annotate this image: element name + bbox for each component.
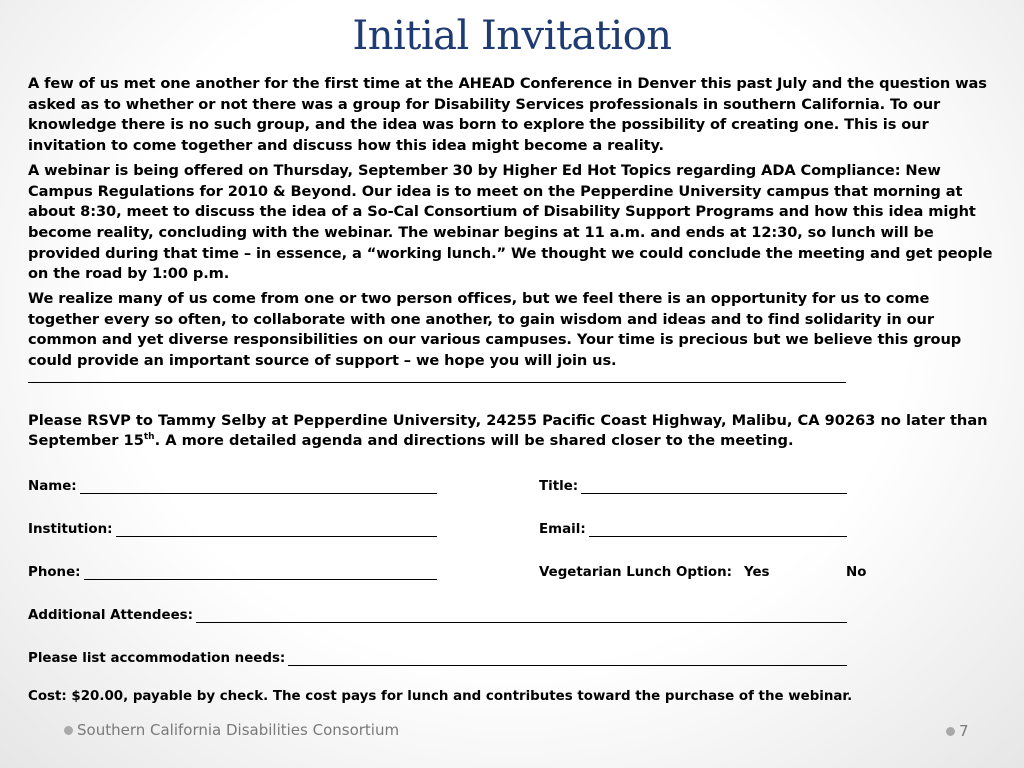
- form-row-phone-vegetarian: [28, 560, 996, 603]
- support-paragraph: We realize many of us come from one or two person offices, but we feel there is an opportunity for us to come together every so often, to collaborate with one another, to gain wisdom and ideas and to find solidarity in our common and yet diverse responsibilities on our various campuses. Your time is precious but we believe this group could provide an important source of support – we hope you will join us.: [28, 290, 962, 370]
- email-blank-line[interactable]: [589, 522, 847, 537]
- additional-attendees-blank-line[interactable]: [196, 608, 847, 623]
- title-field[interactable]: [539, 474, 847, 494]
- invitation-body: [28, 74, 996, 704]
- intro-paragraph: A few of us met one another for the first time at the AHEAD Conference in Denver this past July and the question was asked as to whether or not there was a group for Disability Services professionals in southern California. To our knowledge there is no such group, and the idea was born to explore the possibility of creating one. This is our invitation to come together and discuss how this idea might become a reality.: [28, 75, 987, 155]
- name-blank-line[interactable]: [80, 479, 437, 494]
- phone-blank-line[interactable]: [84, 565, 437, 580]
- slide-title: Initial Invitation: [352, 13, 672, 59]
- additional-attendees-field[interactable]: [28, 603, 847, 623]
- page-bullet-icon: [946, 727, 955, 736]
- institution-label: Institution:: [28, 521, 113, 537]
- form-row-name-title: [28, 474, 996, 517]
- institution-field[interactable]: [28, 517, 437, 537]
- accommodation-field[interactable]: [28, 646, 847, 666]
- webinar-paragraph: A webinar is being offered on Thursday, September 30 by Higher Ed Hot Topics regarding ADA Compliance: New Campus Regulations for 2010 & Beyond. Our idea is to meet on the Pepperdine University campus that morning at about 8:30, meet to discuss the idea of a So-Cal Consortium of Disability Support Programs and how this idea might become reality, concluding with the webinar. The webinar begins at 11 a.m. and ends at 12:30, so lunch will be provided during that time – in essence, a “working lunch.” We thought we could conclude the meeting and get people on the road by 1:00 p.m.: [28, 161, 993, 283]
- title-label: Title:: [539, 478, 579, 494]
- section-divider: [28, 382, 846, 383]
- footer-organization: Southern California Disabilities Consortium: [77, 721, 400, 739]
- phone-field[interactable]: [28, 560, 437, 580]
- slide-footer: [64, 721, 399, 739]
- accommodation-label: Please list accommodation needs:: [28, 650, 286, 666]
- email-field[interactable]: [539, 517, 847, 537]
- accommodation-blank-line[interactable]: [288, 651, 847, 666]
- form-row-additional: [28, 603, 996, 646]
- rsvp-text-tail: . A more detailed agenda and directions will be shared closer to the meeting.: [154, 432, 794, 450]
- rsvp-text: [28, 411, 996, 452]
- name-label: Name:: [28, 478, 77, 494]
- rsvp-date-suffix: th: [143, 432, 155, 443]
- cost-statement: Cost: $20.00, payable by check. The cost pays for lunch and contributes toward the purchase of the webinar.: [28, 688, 853, 704]
- footer-bullet-icon: [64, 726, 73, 735]
- vegetarian-option-label: Vegetarian Lunch Option:: [539, 564, 733, 580]
- institution-blank-line[interactable]: [116, 522, 438, 537]
- vegetarian-yes-option[interactable]: Yes: [744, 564, 770, 580]
- title-blank-line[interactable]: [581, 479, 847, 494]
- vegetarian-no-option[interactable]: No: [846, 564, 867, 580]
- page-number: 7: [959, 722, 969, 740]
- email-label: Email:: [539, 521, 586, 537]
- phone-label: Phone:: [28, 564, 81, 580]
- form-row-accommodation: [28, 646, 996, 689]
- slide-page-number: [946, 722, 969, 740]
- name-field[interactable]: [28, 474, 437, 494]
- rsvp-text-main: Please RSVP to Tammy Selby at Pepperdine University, 24255 Pacific Coast Highway, Malibu, CA 90263 no later than September 15: [28, 411, 988, 450]
- form-row-institution-email: [28, 517, 996, 560]
- additional-attendees-label: Additional Attendees:: [28, 607, 193, 623]
